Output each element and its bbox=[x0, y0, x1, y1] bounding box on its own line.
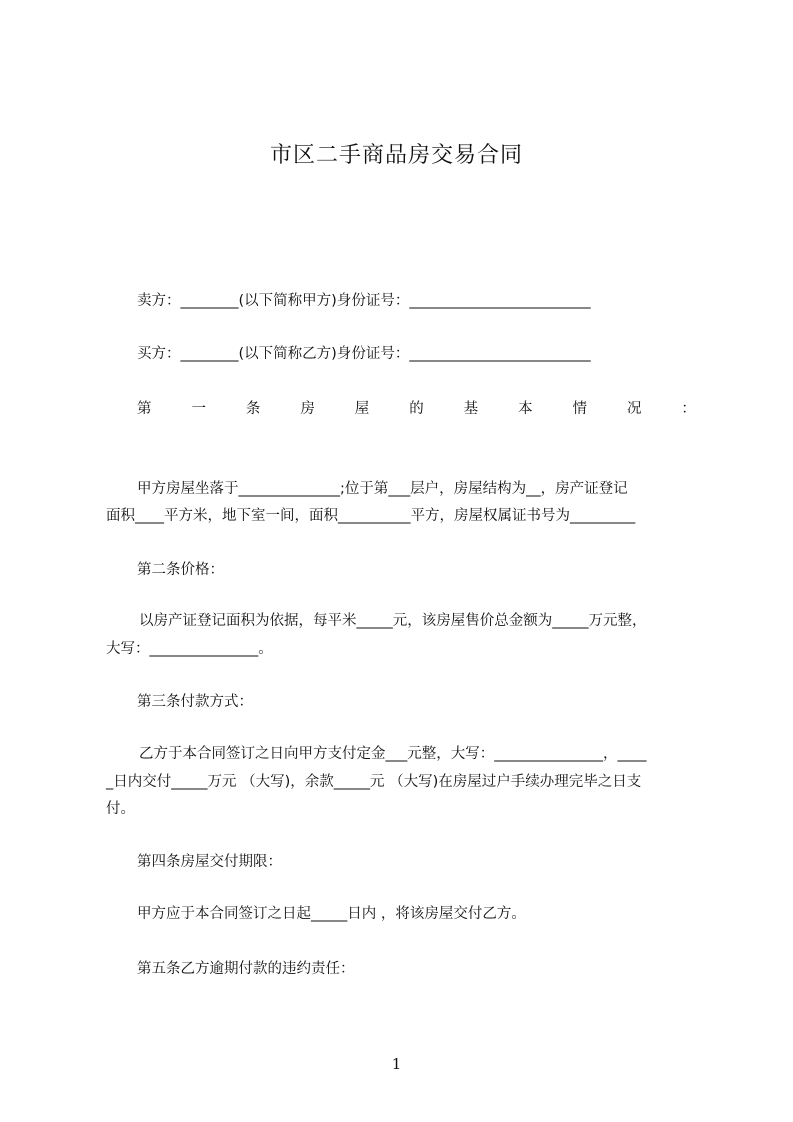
article3-body-line3: 付。 bbox=[106, 801, 135, 817]
buyer-line: 买方：________(以下简称乙方)身份证号：_________________________ bbox=[137, 346, 591, 362]
heading-char: ： bbox=[681, 401, 696, 417]
document-title: 市区二手商品房交易合同 bbox=[269, 143, 523, 168]
heading-char: 房 bbox=[300, 401, 315, 417]
article5-heading: 第五条乙方逾期付款的违约责任： bbox=[137, 961, 355, 977]
article1-body-line2: 面积____平方米，地下室一间，面积__________平方，房屋权属证书号为_________ bbox=[106, 508, 636, 524]
article1-heading bbox=[137, 396, 696, 422]
article4-heading: 第四条房屋交付期限： bbox=[137, 854, 282, 870]
page-number: 1 bbox=[391, 1055, 402, 1073]
article2-body-line2: 大写：_______________。 bbox=[106, 641, 273, 657]
heading-char: 的 bbox=[409, 401, 424, 417]
seller-line: 卖方：________(以下简称甲方)身份证号：_________________________ bbox=[137, 293, 591, 309]
heading-char: 情 bbox=[572, 401, 587, 417]
heading-char: 一 bbox=[191, 401, 206, 417]
article4-body: 甲方应于本合同签订之日起_____日内 ，将该房屋交付乙方。 bbox=[137, 906, 526, 922]
heading-char: 基 bbox=[463, 401, 479, 417]
heading-char: 条 bbox=[245, 401, 261, 417]
heading-char: 况 bbox=[626, 401, 642, 417]
article3-body-line1: 乙方于本合同签订之日向甲方支付定金___元整，大写：_______________，____ bbox=[139, 746, 647, 762]
heading-char: 本 bbox=[518, 401, 533, 417]
article2-heading: 第二条价格： bbox=[137, 562, 224, 578]
heading-char: 第 bbox=[137, 401, 152, 417]
article3-heading: 第三条付款方式： bbox=[137, 694, 253, 710]
article3-body-line2: _日内交付_____万元 （大写)，余款_____元 （大写)在房屋过户手续办理完毕之日支 bbox=[106, 774, 642, 790]
article2-body-line1: 以房产证登记面积为依据，每平米_____元，该房屋售价总金额为_____万元整， bbox=[139, 613, 647, 629]
heading-char: 屋 bbox=[354, 401, 370, 417]
article1-body-line1: 甲方房屋坐落于______________;位于第___层户，房屋结构为__，房产证登记 bbox=[137, 481, 628, 497]
